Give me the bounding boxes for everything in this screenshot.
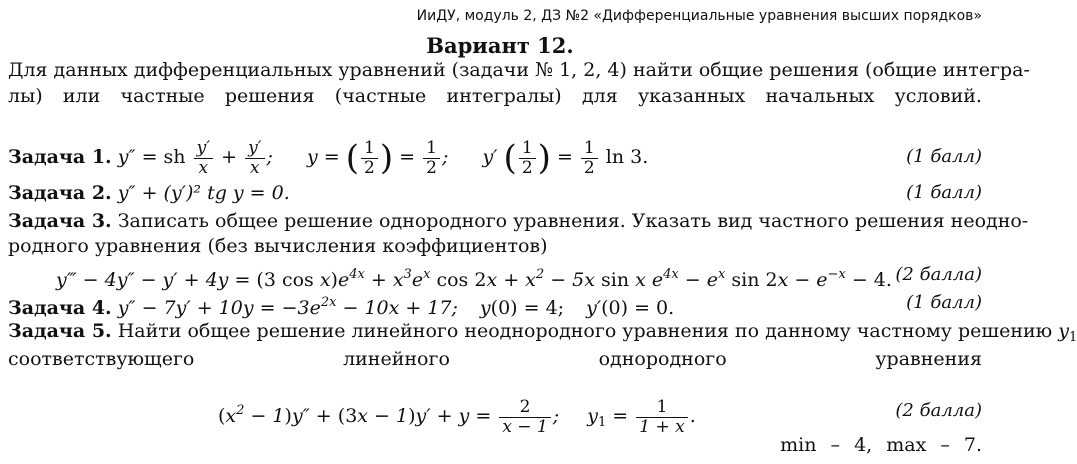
task-4-points: (1 балл) <box>906 292 982 313</box>
intro-word: (частные <box>334 85 427 107</box>
task-3-equation: y‴ − 4y″ − y′ + 4y = (3 $\cos x)e^{4x} + x^3e^x$ $\cos 2x + x^2 - 5x$ sin x $e^{4x} - e^x$ $\sin 2x - e^{-x} - 4$. <box>56 267 892 291</box>
task-1-points: (1 балл) <box>906 146 982 167</box>
score-range: min – 4, max – 7. <box>780 434 982 456</box>
task-3-line-1 <box>8 209 1029 233</box>
intro-word: для <box>581 85 618 107</box>
task-1-equation: y″ = sh $\frac{y'}{x}$ + $\frac{y'}{x}$ ; y = ( $\frac{1}{2}$ ) = $\frac{1}{2}$ ; y′ ( $\frac{1}{2}$ ) = $\frac{1}{2}$ ln 3. <box>117 137 649 178</box>
intro-word: или <box>62 85 101 107</box>
intro-word: интегралы) <box>446 85 562 107</box>
task-3-equation-line <box>56 263 982 292</box>
intro-word: лы) <box>8 85 43 107</box>
task-3-line-2: родного уравнения (без вычисления коэффициентов) <box>8 235 548 257</box>
task-2-label: Задача 2. <box>8 182 112 204</box>
task-5-equation: $(x^2 - 1)y'' + (3x - 1)y' + y$ = $\frac{2}{x - 1}$ ; $y_1$ = $\frac{1}{1 + x}$ . <box>218 396 696 437</box>
intro-word: начальных <box>765 85 875 107</box>
task-5-points: (2 балла) <box>895 400 982 421</box>
task-5-y1: $y_1$ <box>1058 320 1077 345</box>
task-5-label: Задача 5. <box>8 320 112 342</box>
intro-word: решения <box>224 85 315 107</box>
course-header: ИиДУ, модуль 2, ДЗ №2 «Дифференциальные уравнения высших порядков» <box>416 8 982 24</box>
intro-word: указанных <box>637 85 746 107</box>
task-1-label: Задача 1. <box>8 146 112 168</box>
task-4-equation: $y'' - 7y' + 10y = -3e^{2x} - 10x + 17$; y(0) = 4; y′(0) = 0. <box>117 295 675 319</box>
task-2-equation: y″ + (y′)² tg y = 0. <box>117 182 290 204</box>
task-3-points: (2 балла) <box>895 264 982 285</box>
variant-title: Вариант 12. <box>426 33 574 58</box>
task-2-points: (1 балл) <box>906 182 982 203</box>
intro-line-2 <box>8 84 982 108</box>
intro-word: условий. <box>894 85 982 107</box>
task-5-equation-line <box>218 388 982 437</box>
task-5-line-1 <box>8 319 1077 350</box>
intro-word: частные <box>120 85 205 107</box>
task-5-word: однородного <box>598 348 727 370</box>
intro-line-1: Для данных дифференциальных уравнений (задачи № 1, 2, 4) найти общие решения (общие интегра- <box>8 59 1030 81</box>
task-2 <box>8 181 982 205</box>
task-4-label: Задача 4. <box>8 297 112 319</box>
task-5-word: соответствующего <box>8 348 195 370</box>
task-5-text-1: Найти общее решение линейного неоднородного уравнения по данному частному решению <box>117 320 1053 342</box>
task-4 <box>8 291 982 320</box>
task-3-text-1: Записать общее решение однородного уравнения. Указать вид частного решения неодно- <box>117 210 1029 232</box>
task-1 <box>8 134 982 180</box>
task-5-line-2 <box>8 347 982 371</box>
task-5-word: уравнения <box>875 348 982 370</box>
task-3-label: Задача 3. <box>8 210 112 232</box>
task-5-word: линейного <box>343 348 450 370</box>
